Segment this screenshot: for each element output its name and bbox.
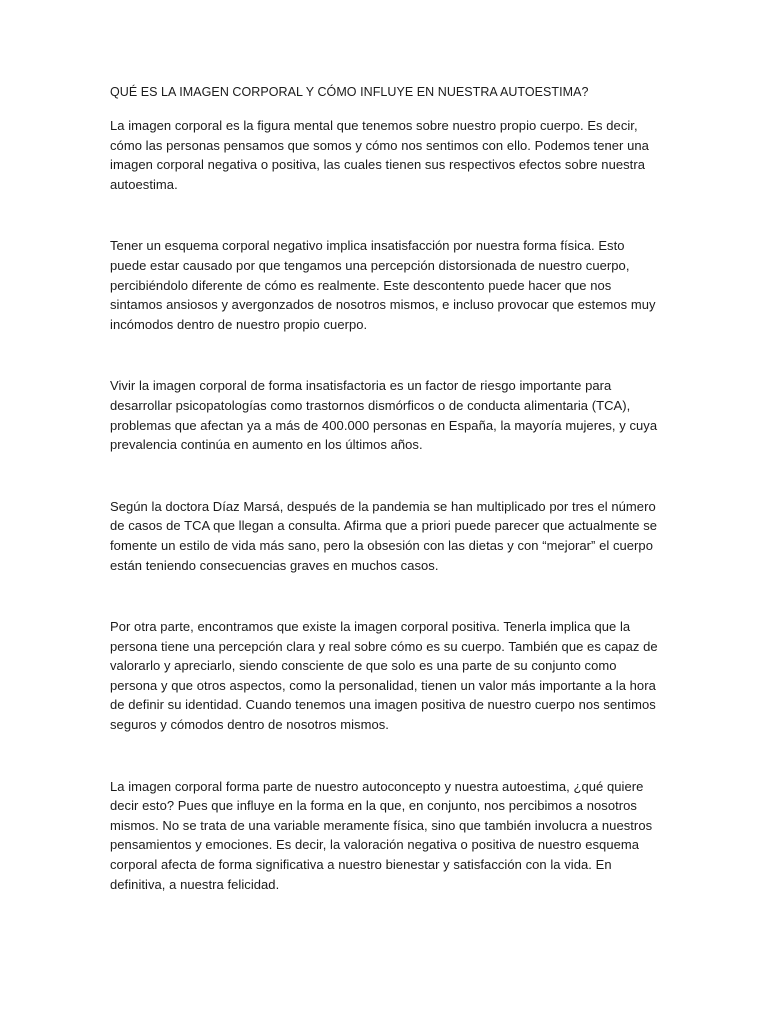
paragraph-gap	[110, 194, 658, 236]
paragraph-definition: La imagen corporal es la figura mental que tenemos sobre nuestro propio cuerpo. Es decir, cómo las personas pensamos que somos y cómo nos sentimos con ello. Podemos tener una imagen corporal negativa o positiva, las cuales tienen sus respectivos efectos sobre nuestra autoestima.	[110, 118, 649, 192]
paragraph-gap	[110, 455, 658, 497]
paragraph-gap	[110, 575, 658, 617]
paragraph-gap	[110, 735, 658, 777]
paragraph-self-concept: La imagen corporal forma parte de nuestro autoconcepto y nuestra autoestima, ¿qué quiere decir esto? Pues que influye en la forma en la que, en conjunto, nos percibimos a nosotros mismos. No se trata de una variable meramente física, sino que también involucra a nuestros pensamientos y emociones. Es decir, la valoración negativa o positiva de nuestro esquema corporal afecta de forma significativa a nuestro bienestar y satisfacción con la vida. En definitiva, a nuestra felicidad.	[110, 778, 653, 892]
paragraph-positive-image: Por otra parte, encontramos que existe la imagen corporal positiva. Tenerla implica que la persona tiene una percepción clara y real sobre cómo es su cuerpo. También que es capaz de valorarlo y apreciarlo, siendo consciente de que solo es una parte de su conjunto como persona y que otros aspectos, como la personalidad, tienen un valor más importante a la hora de definir su identidad. Cuando tenemos una imagen positiva de nuestro cuerpo nos sentimos seguros y cómodos dentro de nosotros mismos.	[110, 619, 658, 733]
paragraph-pandemic: Según la doctora Díaz Marsá, después de la pandemia se han multiplicado por tres el número de casos de TCA que llegan a consulta. Afirma que a priori puede parecer que actualmente se fomente un estilo de vida más sano, pero la obsesión con las dietas y con “mejorar” el cuerpo están teniendo consecuencias graves en muchos casos.	[110, 498, 658, 573]
paragraph-gap	[110, 334, 658, 376]
paragraph-risk-factor: Vivir la imagen corporal de forma insatisfactoria es un factor de riesgo importante para desarrollar psicopatologías como trastornos dismórficos o de conducta alimentaria (TCA), problemas que afectan ya a más de 400.000 personas en España, la mayoría mujeres, y cuya prevalencia continúa en aumento en los últimos años.	[110, 378, 658, 453]
document-title: QUÉ ES LA IMAGEN CORPORAL Y CÓMO INFLUYE EN NUESTRA AUTOESTIMA?	[110, 85, 589, 99]
paragraph-negative-schema: Tener un esquema corporal negativo implica insatisfacción por nuestra forma física. Esto puede estar causado por que tengamos una percepción distorsionada de nuestro cuerpo, percibiéndolo diferente de cómo es realmente. Este descontento puede hacer que nos sintamos ansiosos y avergonzados de nosotros mismos, e incluso provocar que estemos muy incómodos dentro de nuestro propio cuerpo.	[110, 238, 656, 332]
document-page	[110, 82, 658, 894]
